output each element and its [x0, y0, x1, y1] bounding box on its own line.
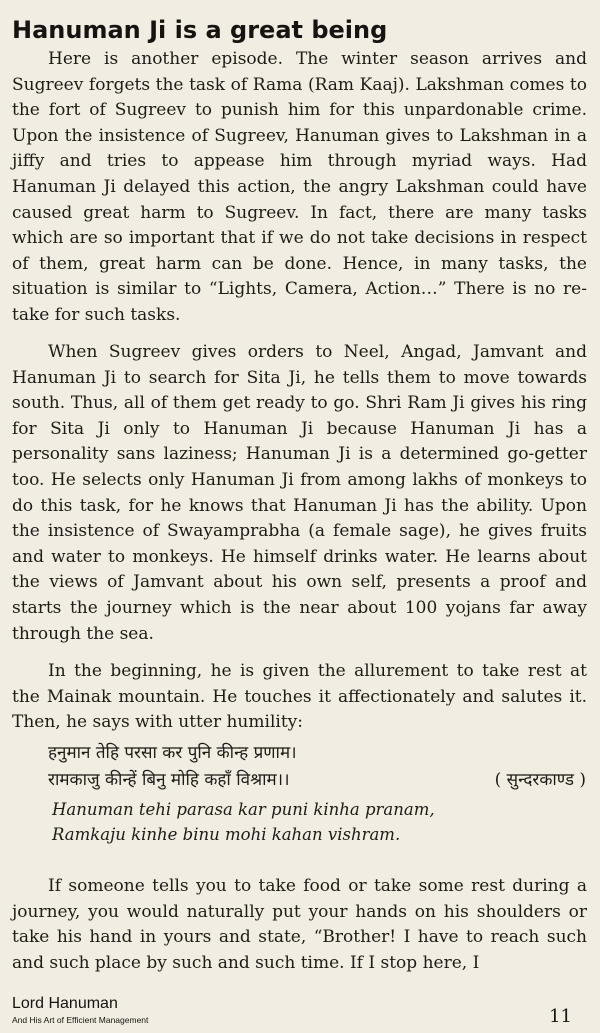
transliteration-line-2: Ramkaju kinhe binu mohi kahan vishram.	[52, 825, 401, 844]
paragraph-3: In the beginning, he is given the allurement to take rest at the Mainak mountain. He touches it affectionately and salutes it. Then, he says with utter humility:	[12, 661, 587, 733]
paragraph-2: When Sugreev gives orders to Neel, Angad, Jamvant and Hanuman Ji to search for Sita Ji, he tells them to move towards south. Thus, all of them get ready to go. Shri Ram Ji gives his ring for Sita Ji only to Hanuman Ji because Hanuman Ji has a personality sans laziness; Hanuman Ji is a determined go-getter too. He selects only Hanuman Ji from among lakhs of monkeys to do this task, for he knows that Hanuman Ji has the ability. Upon the insistence of Swayamprabha (a female sage), he gives fruits and water to monkeys. He himself drinks water. He learns about the views of Jamvant about his own self, presents a proof and starts the journey which is the near about 100 yojans far away through the sea.	[12, 342, 587, 644]
footer-book-title: Lord Hanuman	[12, 995, 118, 1012]
verse-source: ( सुन्दरकाण्ड )	[494, 770, 586, 790]
section-heading: Hanuman Ji is a great being	[12, 16, 388, 44]
page-number: 11	[549, 1006, 572, 1027]
transliteration-line-1: Hanuman tehi parasa kar puni kinha pranam,	[52, 800, 435, 819]
verse-line-2: रामकाजु कीन्हें बिनु मोहि कहाँ विश्राम।।	[48, 770, 290, 790]
footer-book-subtitle: And His Art of Efficient Management	[12, 1015, 149, 1025]
verse-line-1: हनुमान तेहि परसा कर पुनि कीन्ह प्रणाम।	[48, 743, 297, 763]
paragraph-1: Here is another episode. The winter season arrives and Sugreev forgets the task of Rama (Ram Kaaj). Lakshman comes to the fort of Sugreev to punish him for this unpardonable crime. Upon the insistence of Sugreev, Hanuman gives to Lakshman in a jiffy and tries to appease him through myriad ways. Had Hanuman Ji delayed this action, the angry Lakshman could have caused great harm to Sugreev. In fact, there are many tasks which are so important that if we do not take decisions in respect of them, great harm can be done. Hence, in many tasks, the situation is similar to “Lights, Camera, Action…” There is no re-take for such tasks.	[12, 49, 587, 325]
paragraph-4: If someone tells you to take food or take some rest during a journey, you would naturally put your hands on his shoulders or take his hand in yours and state, “Brother! I have to reach such and such place by such and such time. If I stop here, I	[12, 876, 587, 973]
verse-line-2-row	[48, 767, 588, 790]
